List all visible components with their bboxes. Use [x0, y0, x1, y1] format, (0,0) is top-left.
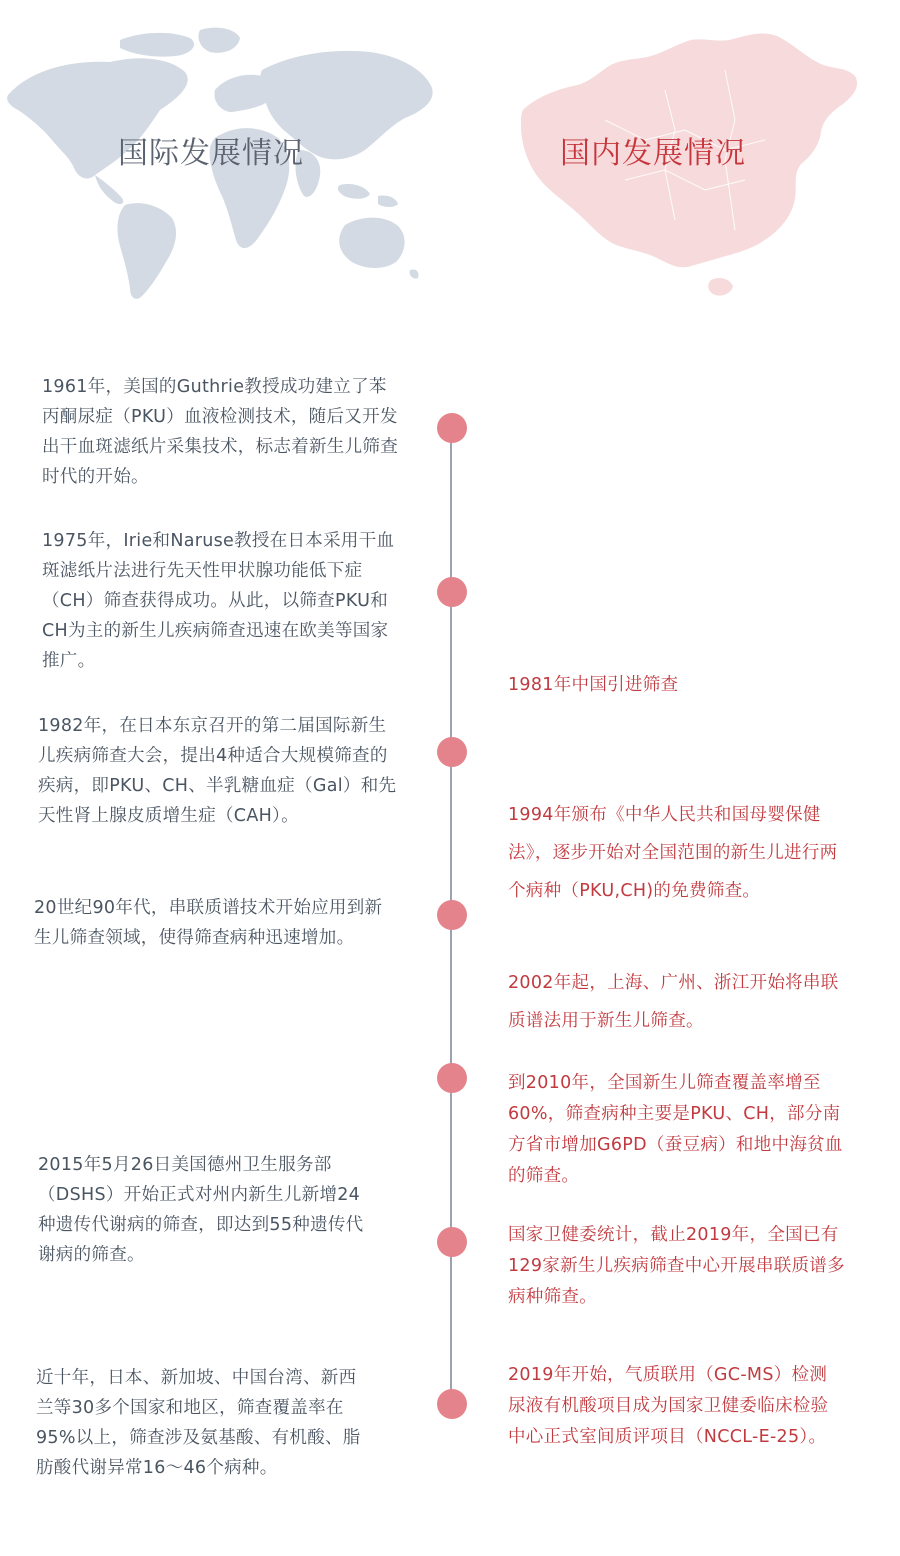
- international-event-2015: 2015年5月26日美国德州卫生服务部（DSHS）开始正式对州内新生儿新增24种遗传代谢病的筛查，即达到55种遗传代谢病的筛查。: [38, 1155, 364, 1265]
- domestic-event-2019-centers: 国家卫健委统计，截止2019年，全国已有129家新生儿疾病筛查中心开展串联质谱多病种筛查。: [508, 1225, 845, 1307]
- domestic-event-2019-gcms: 2019年开始，气质联用（GC-MS）检测尿液有机酸项目成为国家卫健委临床检验中心正式室间质评项目（NCCL-E-25）。: [508, 1365, 829, 1447]
- international-event-1990s: 20世纪90年代，串联质谱技术开始应用到新生儿筛查领域，使得筛查病种迅速增加。: [34, 898, 383, 948]
- international-event-recent-decade: 近十年，日本、新加坡、中国台湾、新西兰等30多个国家和地区，筛查覆盖率在95%以上，筛查涉及氨基酸、有机酸、脂肪酸代谢异常16～46个病种。: [36, 1368, 361, 1478]
- timeline-dot: [437, 1063, 467, 1093]
- timeline-dot: [437, 1389, 467, 1419]
- domestic-event-1981: 1981年中国引进筛查: [508, 675, 679, 695]
- domestic-development-title: 国内发展情况: [560, 136, 746, 171]
- domestic-event-2002: 2002年起，上海、广州、浙江开始将串联质谱法用于新生儿筛查。: [508, 973, 839, 1031]
- timeline-dot: [437, 577, 467, 607]
- timeline-dot: [437, 737, 467, 767]
- domestic-event-2010: 到2010年，全国新生儿筛查覆盖率增至60%，筛查病种主要是PKU、CH，部分南方省市增加G6PD（蚕豆病）和地中海贫血的筛查。: [508, 1073, 843, 1186]
- timeline-dot: [437, 900, 467, 930]
- international-event-1982: 1982年，在日本东京召开的第二届国际新生儿疾病筛查大会，提出4种适合大规模筛查的疾病，即PKU、CH、半乳糖血症（Gal）和先天性肾上腺皮质增生症（CAH）。: [38, 716, 397, 826]
- international-development-title: 国际发展情况: [118, 136, 304, 171]
- international-event-1975: 1975年，Irie和Naruse教授在日本采用干血斑滤纸片法进行先天性甲状腺功能低下症（CH）筛查获得成功。从此，以筛查PKU和CH为主的新生儿疾病筛查迅速在欧美等国家推广。: [42, 531, 395, 671]
- international-event-1961: 1961年，美国的Guthrie教授成功建立了苯丙酮尿症（PKU）血液检测技术，随后又开发出干血斑滤纸片采集技术，标志着新生儿筛查时代的开始。: [42, 377, 398, 487]
- domestic-event-1994: 1994年颁布《中华人民共和国母婴保健法》，逐步开始对全国范围的新生儿进行两个病种（PKU,CH)的免费筛查。: [508, 805, 838, 901]
- timeline-dot: [437, 413, 467, 443]
- timeline-dot: [437, 1227, 467, 1257]
